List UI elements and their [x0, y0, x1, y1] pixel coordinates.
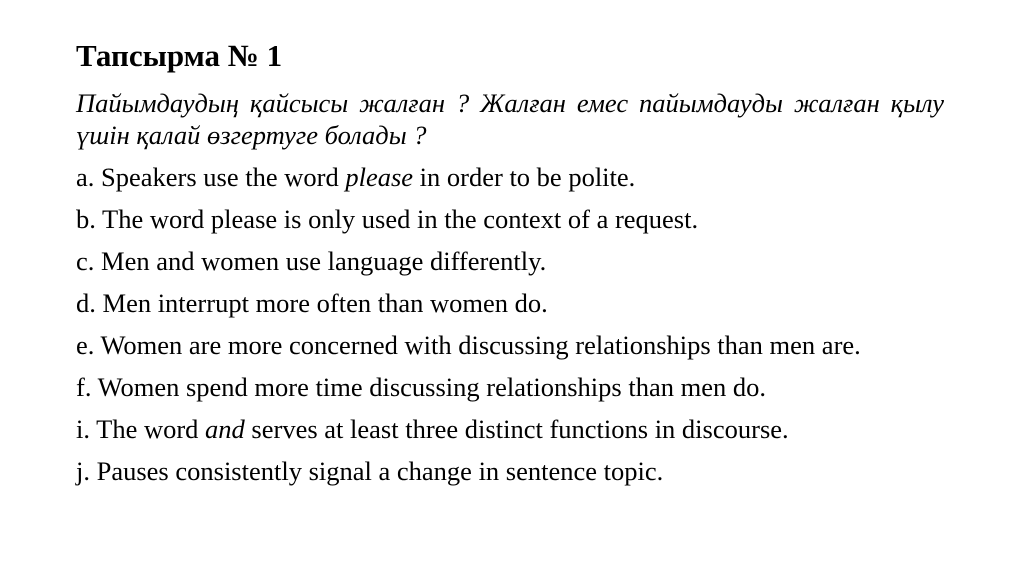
statement-text: e. Women are more concerned with discussing relationships than men are.: [76, 330, 861, 360]
statement-text: c. Men and women use language differently.: [76, 246, 547, 276]
statement-text: i. The word: [76, 414, 206, 444]
statement-text: j. Pauses consistently signal a change in sentence topic.: [76, 456, 664, 486]
statement-item: [76, 204, 944, 235]
statement-text: in order to be polite.: [413, 162, 636, 192]
task-prompt: Пайымдаудың қайсысы жалған ? Жалған емес пайымдауды жалған қылу үшін қалай өзгертуге болады ?: [76, 88, 944, 150]
statement-item: [76, 246, 944, 277]
statement-item: [76, 288, 944, 319]
statement-item: [76, 414, 944, 445]
statement-text: d. Men interrupt more often than women do.: [76, 288, 548, 318]
statement-item: [76, 456, 944, 487]
statement-item: [76, 330, 944, 361]
statement-item: [76, 162, 944, 193]
statement-emphasis: please: [345, 162, 414, 192]
statement-text: b. The word please is only used in the context of a request.: [76, 204, 699, 234]
statement-item: [76, 372, 944, 403]
statement-emphasis: and: [205, 414, 245, 444]
slide-title: Тапсырма № 1: [76, 38, 283, 73]
statement-text: serves at least three distinct functions in discourse.: [244, 414, 789, 444]
statement-text: a. Speakers use the word: [76, 162, 346, 192]
statement-text: f. Women spend more time discussing relationships than men do.: [76, 372, 766, 402]
statement-list: [76, 162, 944, 498]
